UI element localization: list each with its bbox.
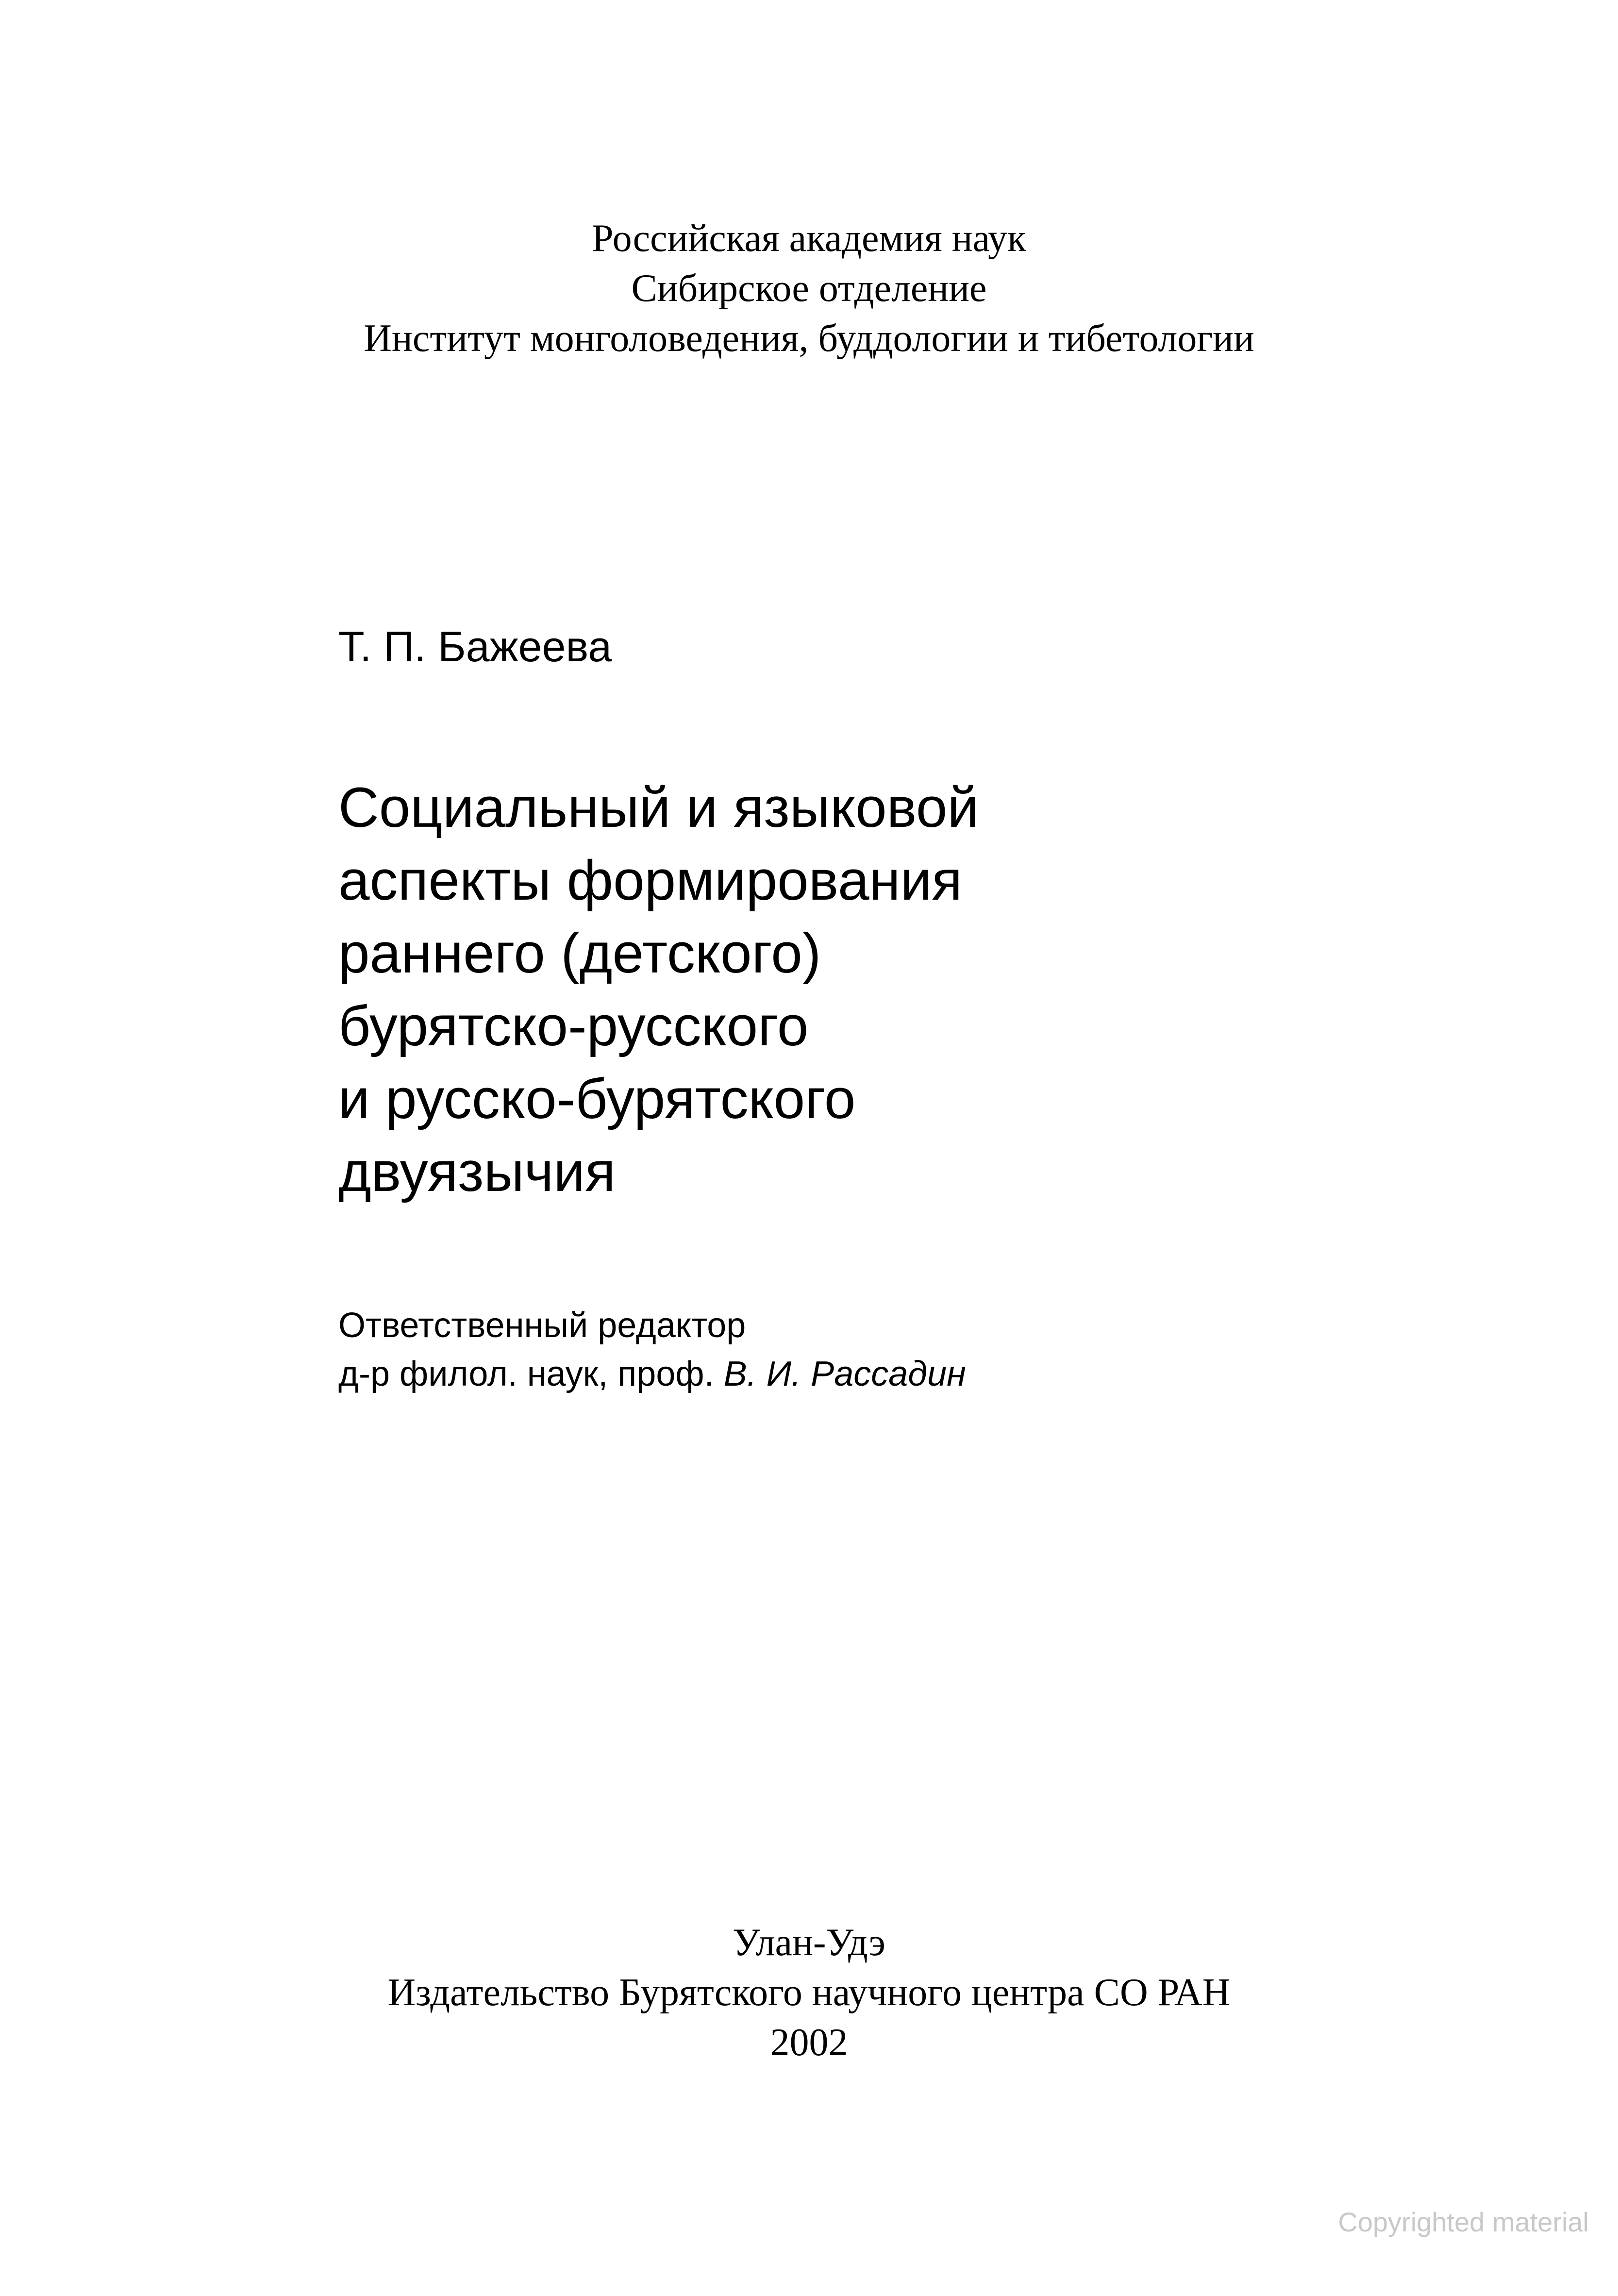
copyright-watermark: Copyrighted material: [1338, 2207, 1589, 2237]
title-line: аспекты формирования: [338, 849, 963, 912]
title-line: и русско-бурятского: [338, 1067, 856, 1130]
imprint: [0, 1918, 1618, 2068]
institution-header: [0, 214, 1618, 364]
institution-line-institute: Институт монголоведения, буддологии и тибетологии: [364, 317, 1254, 360]
imprint-publisher: Издательство Бурятского научного центра СО РАН: [387, 1971, 1231, 2014]
responsible-editor: [338, 1301, 966, 1398]
editor-line: [338, 1350, 966, 1398]
institution-line-academy: Российская академия наук: [592, 217, 1026, 260]
imprint-city: Улан-Удэ: [733, 1921, 885, 1964]
imprint-year: 2002: [770, 2021, 848, 2064]
title-line: двуязычия: [338, 1140, 616, 1203]
institution-line-branch: Сибирское отделение: [631, 267, 987, 310]
author-name: Т. П. Бажеева: [338, 622, 612, 670]
title-line: Социальный и языковой: [338, 776, 979, 839]
title-line: бурятско-русского: [338, 994, 809, 1057]
editor-name: В. И. Рассадин: [723, 1355, 966, 1393]
editor-credentials: д-р филол. наук, проф.: [338, 1355, 714, 1393]
title-line: раннего (детского): [338, 922, 821, 985]
book-title: [338, 771, 979, 1208]
editor-label: Ответственный редактор: [338, 1306, 746, 1345]
